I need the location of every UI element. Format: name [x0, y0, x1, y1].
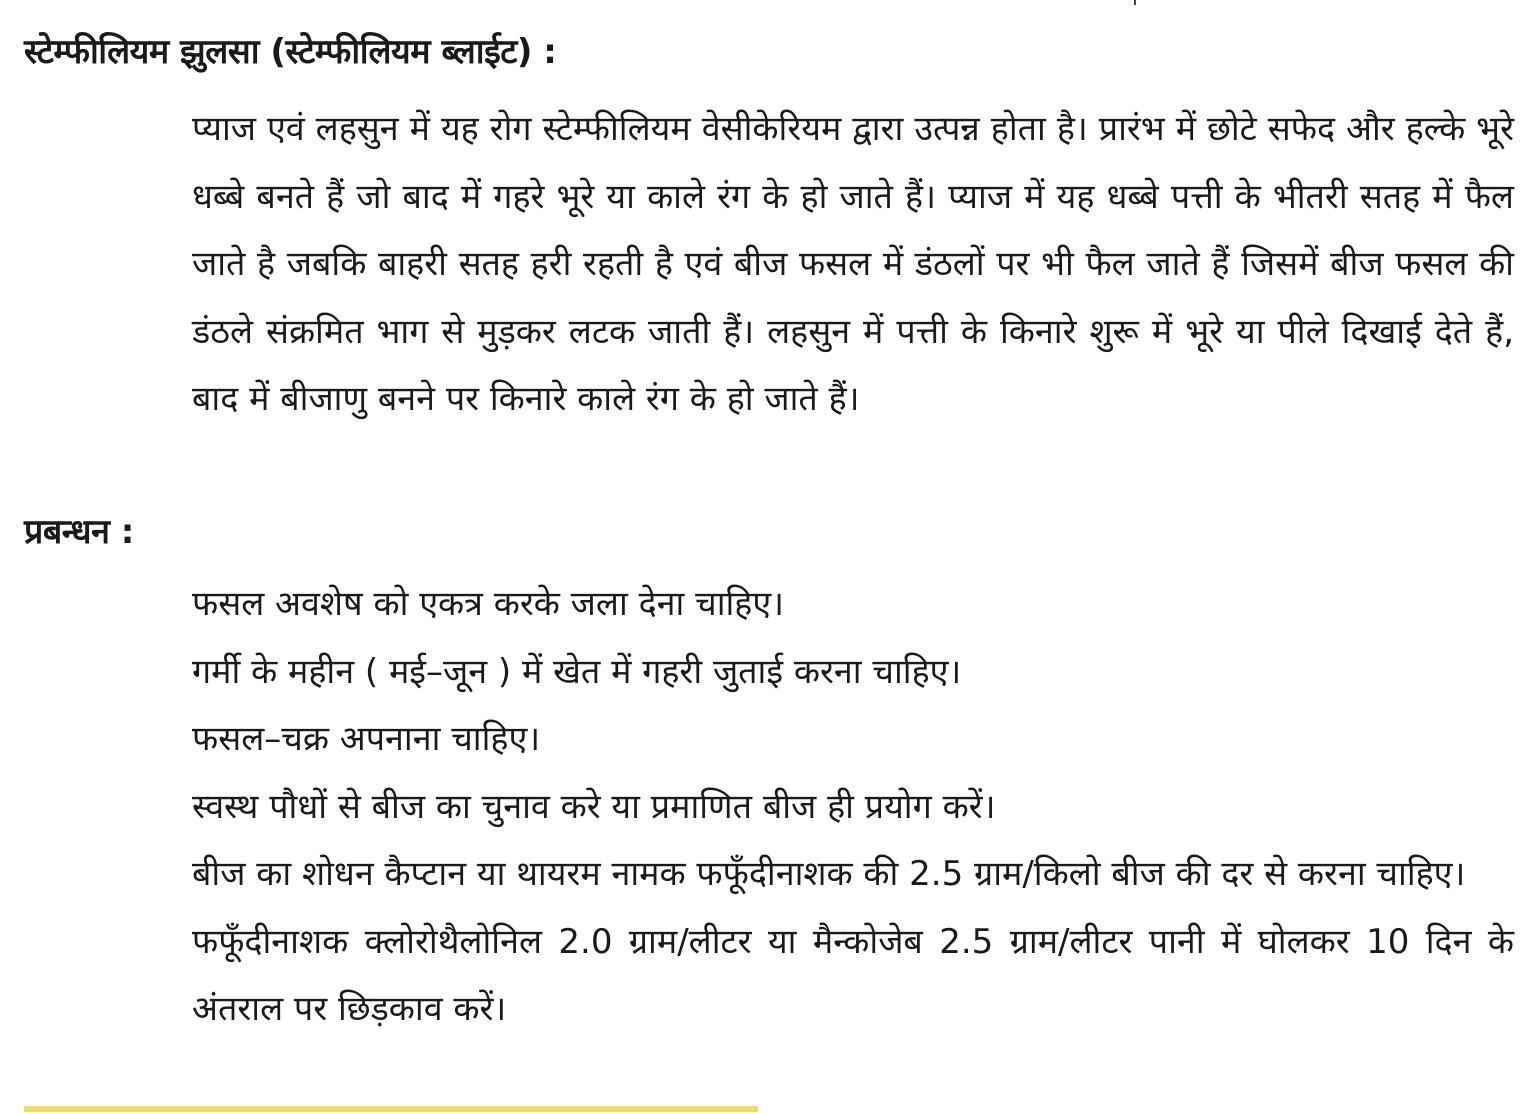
management-item: फसल–चक्र अपनाना चाहिए।: [192, 719, 541, 759]
page-mark: [1134, 0, 1136, 5]
section-heading-stemphylium-blight: स्टेम्फीलियम झुलसा (स्टेम्फीलियम ब्लाईट) :: [24, 32, 557, 72]
management-item: फसल अवशेष को एकत्र करके जला देना चाहिए।: [192, 584, 785, 624]
management-item: स्वस्थ पौधों से बीज का चुनाव करे या प्रमाणित बीज ही प्रयोग करें।: [192, 786, 996, 827]
disease-description-paragraph: प्याज एवं लहसुन में यह रोग स्टेम्फीलियम वेसीकेरियम द्वारा उत्पन्न होता है। प्रारंभ में छोटे सफेद और हल्के भूरे धब्बे बनते हैं जो बाद में गहरे भूरे या काले रंग के हो जाते हैं। प्याज में यह धब्बे पत्ती के भीतरी सतह में फैल जाते है जबकि बाहरी सतह हरी रहती है एवं बीज फसल में डंठलों पर भी फैल जाते हैं जिसमें बीज फसल की डंठले संक्रमित भाग से मुड़कर लटक जाती हैं। लहसुन में पत्ती के किनारे शुरू में भूरे या पीले दिखाई देते हैं, बाद में बीजाणु बनने पर किनारे काले रंग के हो जाते हैं।: [192, 109, 1514, 419]
bottom-highlight-rule: [24, 1106, 758, 1112]
management-item: बीज का शोधन कैप्टान या थायरम नामक फफूँदीनाशक की 2.5 ग्राम/किलो बीज की दर से करना चाहिए।: [192, 854, 1466, 894]
management-list: [192, 571, 1514, 1044]
section-heading-management: प्रबन्धन :: [24, 512, 134, 552]
management-item: गर्मी के महीन ( मई–जून ) में खेत में गहरी जुताई करना चाहिए।: [192, 651, 962, 692]
management-item: फफूँदीनाशक क्लोरोथैलोनिल 2.0 ग्राम/लीटर या मैन्कोजेब 2.5 ग्राम/लीटर पानी में घोलकर 10 दिन के अंतराल पर छिड़काव करें।: [192, 921, 1514, 1029]
